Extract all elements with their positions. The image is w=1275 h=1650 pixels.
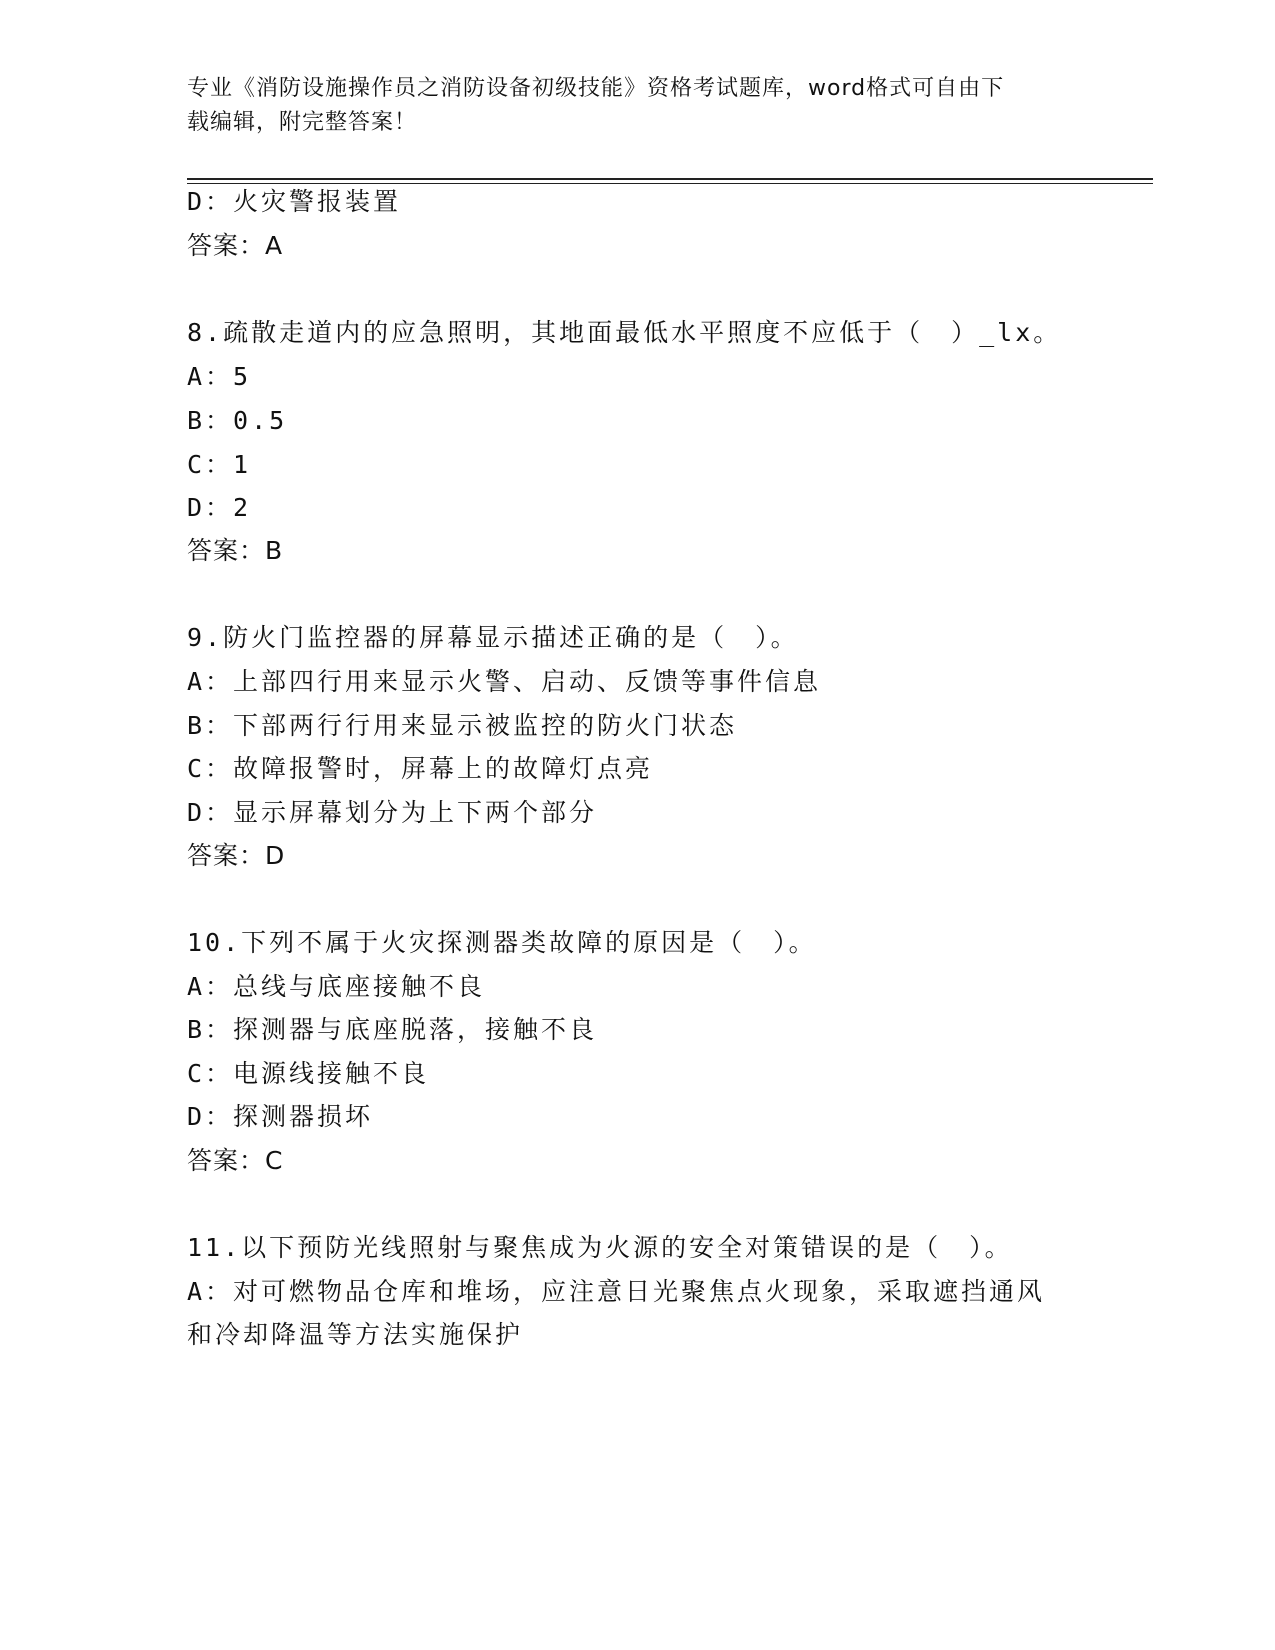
question-9-option-a: A：上部四行用来显示火警、启动、反馈等事件信息 [187,667,822,696]
header-divider-thick [187,178,1153,180]
question-9-stem: 9.防火门监控器的屏幕显示描述正确的是（ ）。 [187,623,799,652]
question-8-option-d: D：2 [187,493,252,522]
question-8-option-a: A：5 [187,362,252,391]
document-header [187,72,1067,140]
question-10-stem: 10.下列不属于火灾探测器类故障的原因是（ ）。 [187,928,817,957]
header-divider-thin [187,183,1153,184]
question-9-answer: 答案：D [187,841,286,870]
question-10-option-c: C：电源线接触不良 [187,1059,430,1088]
prev-answer: 答案：A [187,231,284,260]
question-11-stem: 11.以下预防光线照射与聚焦成为火源的安全对策错误的是（ ）。 [187,1233,1013,1262]
question-8-answer: 答案：B [187,536,284,565]
question-10-answer: 答案：C [187,1146,284,1175]
question-9-option-b: B：下部两行行用来显示被监控的防火门状态 [187,711,738,740]
question-11-option-a: A：对可燃物品仓库和堆场，应注意日光聚焦点火现象，采取遮挡通风 [187,1277,1046,1306]
header-line-2: 载编辑，附完整答案！ [187,110,418,135]
question-8-stem: 8.疏散走道内的应急照明，其地面最低水平照度不应低于（ ）_lx。 [187,318,1062,347]
question-10-option-b: B：探测器与底座脱落，接触不良 [187,1015,598,1044]
question-11-option-a-continued: 和冷却降温等方法实施保护 [187,1320,524,1349]
question-10-option-a: A：总线与底座接触不良 [187,972,486,1001]
header-line-1: 专业《消防设施操作员之消防设备初级技能》资格考试题库，word格式可自由下 [187,76,1005,101]
question-8-option-b: B：0.5 [187,406,288,435]
question-8-option-c: C：1 [187,450,252,479]
prev-option-d: D：火灾警报装置 [187,187,402,216]
question-9-option-d: D：显示屏幕划分为上下两个部分 [187,798,598,827]
question-9-option-c: C：故障报警时，屏幕上的故障灯点亮 [187,754,654,783]
question-10-option-d: D：探测器损坏 [187,1102,374,1131]
